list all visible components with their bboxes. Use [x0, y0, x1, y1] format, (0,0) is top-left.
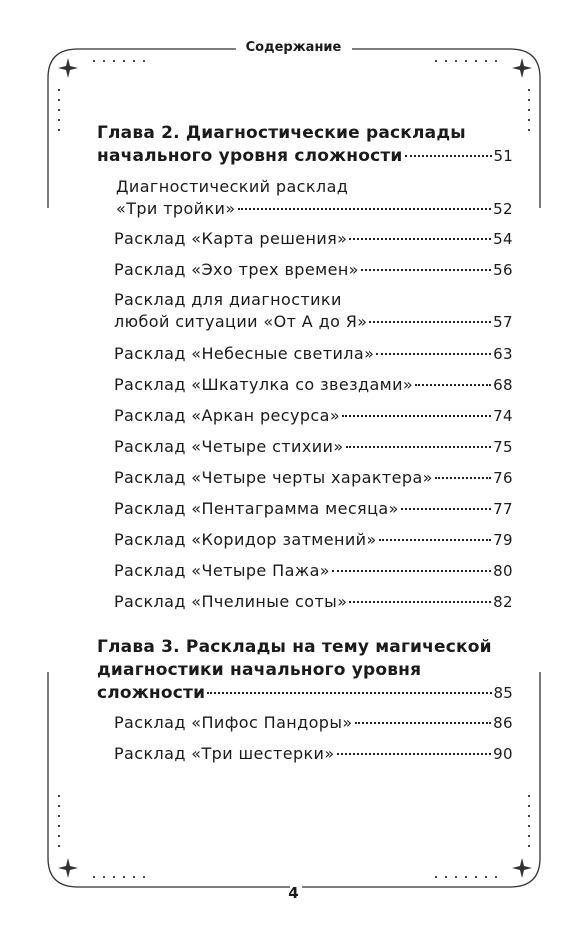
dot-leader — [332, 570, 491, 572]
chapter-3-heading[interactable] — [97, 636, 513, 705]
entry-title: Расклад «Четыре Пажа» — [114, 561, 330, 580]
toc-entry[interactable] — [114, 343, 513, 365]
toc-entry[interactable] — [114, 498, 513, 520]
dot-leader — [337, 753, 492, 755]
entry-title-line: Диагностический расклад — [116, 177, 349, 196]
page-number: 75 — [493, 438, 513, 456]
page-number: 86 — [493, 714, 513, 732]
dot-leader — [238, 208, 492, 210]
dot-leader — [349, 601, 491, 603]
toc-entry[interactable] — [114, 560, 513, 582]
dot-leader — [349, 238, 491, 240]
page-number: 74 — [493, 407, 513, 425]
page-number: 56 — [493, 261, 513, 279]
page-number: 52 — [493, 200, 513, 218]
chapter-title-line: Глава 3. Расклады на тему магической — [97, 637, 492, 657]
page-number: 79 — [493, 531, 513, 549]
toc-entry[interactable] — [114, 743, 513, 765]
entry-title: Расклад «Аркан ресурса» — [114, 406, 341, 425]
chapter-title-line: Глава 2. Диагностические расклады — [97, 123, 466, 143]
page-number: 63 — [493, 345, 513, 363]
page-number: 77 — [493, 500, 513, 518]
entry-title: Расклад «Пчелиные соты» — [114, 592, 348, 611]
dot-leader — [415, 384, 491, 386]
entry-title: Расклад «Небесные светила» — [114, 344, 375, 363]
toc-entry[interactable] — [114, 529, 513, 551]
dot-leader — [346, 446, 492, 448]
toc-entry[interactable] — [114, 374, 513, 396]
toc-entry[interactable] — [114, 176, 513, 220]
dot-leader — [401, 508, 491, 510]
dot-leader — [435, 477, 491, 479]
page-header — [0, 40, 587, 55]
entry-title: Расклад «Пентаграмма месяца» — [114, 499, 399, 518]
page-number-footer: 4 — [288, 884, 299, 902]
chapter-2-heading[interactable] — [97, 122, 513, 168]
dot-leader — [369, 321, 491, 323]
toc-entry[interactable] — [114, 591, 513, 613]
toc-entry[interactable] — [114, 712, 513, 734]
entry-title: Расклад «Шкатулка со звездами» — [114, 375, 414, 394]
page-number: 51 — [493, 147, 513, 165]
entry-title-line: любой ситуации «От А до Я» — [114, 312, 368, 331]
dot-leader — [207, 692, 491, 694]
entry-title: Расклад «Четыре стихии» — [114, 437, 344, 456]
toc-entry[interactable] — [114, 259, 513, 281]
entry-title-line: «Три тройки» — [116, 199, 236, 218]
page-number: 80 — [493, 562, 513, 580]
dot-leader — [342, 415, 491, 417]
entry-title: Расклад «Карта решения» — [114, 229, 348, 248]
dot-leader — [355, 722, 492, 724]
page-number: 82 — [493, 593, 513, 611]
chapter-title-line: сложности — [97, 683, 206, 703]
dot-leader — [361, 269, 491, 271]
toc-entry[interactable] — [114, 436, 513, 458]
entry-title: Расклад «Четыре черты характера» — [114, 468, 433, 487]
dot-leader — [379, 539, 491, 541]
entry-title: Расклад «Пифос Пандоры» — [114, 713, 353, 732]
entry-title: Расклад «Коридор затмений» — [114, 530, 377, 549]
toc-entry[interactable] — [114, 289, 513, 333]
entry-title: Расклад «Эхо трех времен» — [114, 260, 359, 279]
chapter-title-line: диагностики начального уровня — [97, 660, 422, 680]
toc-entry[interactable] — [114, 405, 513, 427]
page-number: 76 — [493, 469, 513, 487]
page-number: 54 — [493, 230, 513, 248]
toc-entry[interactable] — [114, 228, 513, 250]
dot-leader — [405, 155, 492, 157]
entry-title-line: Расклад для диагностики — [114, 290, 342, 309]
chapter-title-line: начального уровня сложности — [97, 146, 403, 166]
dot-leader — [376, 353, 491, 355]
entry-title: Расклад «Три шестерки» — [114, 744, 335, 763]
header-title: Содержание — [236, 40, 352, 55]
page-number: 57 — [493, 313, 513, 331]
toc-entry[interactable] — [114, 467, 513, 489]
page-number: 90 — [493, 745, 513, 763]
page-number: 85 — [493, 684, 513, 702]
page-number: 68 — [493, 376, 513, 394]
